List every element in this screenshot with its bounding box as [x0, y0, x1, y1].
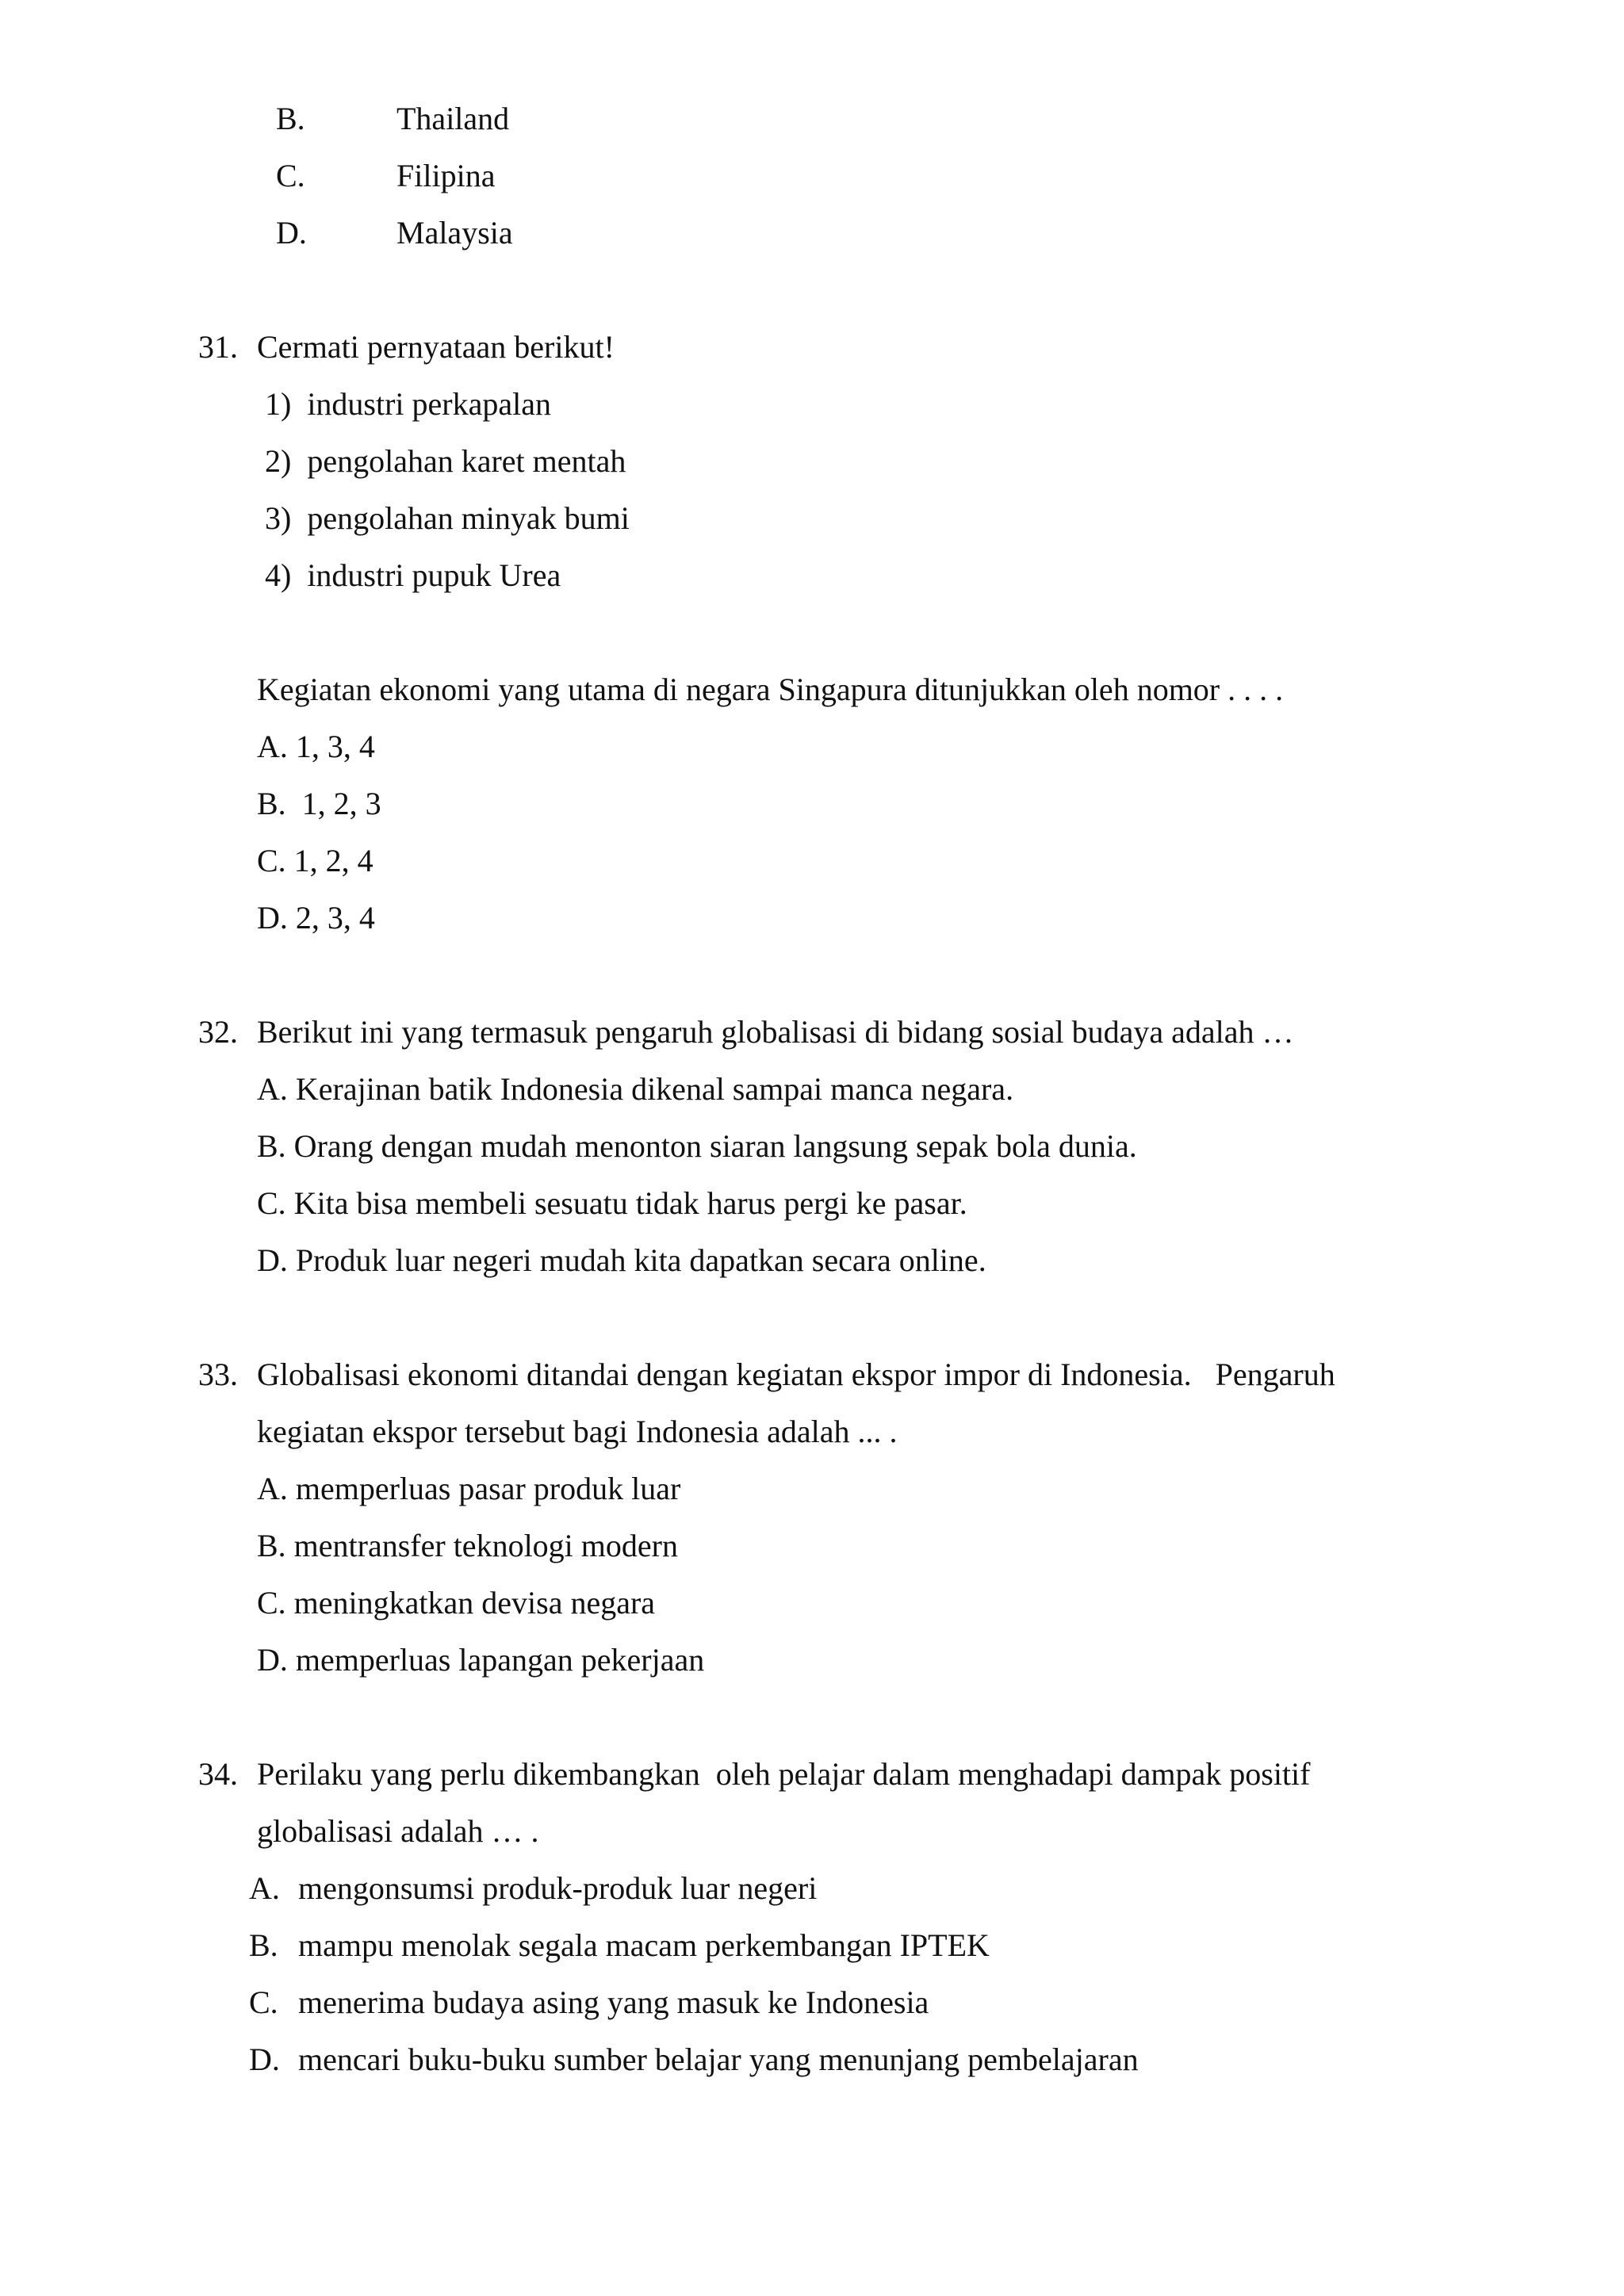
statement-item: 3) pengolahan minyak bumi [265, 500, 630, 536]
answer-option: C. Kita bisa membeli sesuatu tidak harus pergi ke pasar. [257, 1185, 967, 1221]
question-prompt: Berikut ini yang termasuk pengaruh globalisasi di bidang sosial budaya adalah … [257, 1014, 1294, 1050]
answer-option: D. memperluas lapangan pekerjaan [257, 1642, 705, 1678]
answer-option: B. 1, 2, 3 [257, 786, 381, 821]
answer-option: C. meningkatkan devisa negara [257, 1585, 656, 1621]
option-text-d: Malaysia [396, 215, 513, 251]
question-text: Kegiatan ekonomi yang utama di negara Singapura ditunjukkan oleh nomor . . . . [257, 672, 1284, 707]
option-letter-d: D. [249, 2042, 280, 2077]
question-number: 33. [198, 1357, 238, 1392]
answer-option: D. 2, 3, 4 [257, 900, 375, 936]
option-text-a: mengonsumsi produk-produk luar negeri [298, 1870, 818, 1906]
question-number: 32. [198, 1014, 238, 1050]
answer-option: A. memperluas pasar produk luar [257, 1471, 681, 1506]
question-prompt: Cermati pernyataan berikut! [257, 329, 615, 365]
option-letter-d: D. [276, 215, 307, 251]
answer-option: A. Kerajinan batik Indonesia dikenal sampai manca negara. [257, 1071, 1014, 1107]
question-prompt-continued: globalisasi adalah … . [257, 1813, 539, 1849]
statement-item: 2) pengolahan karet mentah [265, 443, 626, 479]
option-letter-c: C. [276, 158, 305, 193]
option-letter-a: A. [249, 1870, 280, 1906]
statement-item: 1) industri perkapalan [265, 386, 551, 422]
option-text-c: menerima budaya asing yang masuk ke Indonesia [298, 1984, 929, 2020]
option-text-b: mampu menolak segala macam perkembangan IPTEK [298, 1927, 990, 1963]
answer-option: B. mentransfer teknologi modern [257, 1528, 678, 1563]
answer-option: B. Orang dengan mudah menonton siaran langsung sepak bola dunia. [257, 1128, 1137, 1164]
statement-item: 4) industri pupuk Urea [265, 557, 561, 593]
question-number: 34. [198, 1756, 238, 1792]
answer-option: C. 1, 2, 4 [257, 843, 373, 878]
question-number: 31. [198, 329, 238, 365]
option-letter-b: B. [249, 1927, 278, 1963]
option-text-b: Thailand [396, 101, 510, 136]
option-text-c: Filipina [396, 158, 496, 193]
option-letter-c: C. [249, 1984, 278, 2020]
answer-option: D. Produk luar negeri mudah kita dapatkan secara online. [257, 1242, 986, 1278]
option-text-d: mencari buku-buku sumber belajar yang menunjang pembelajaran [298, 2042, 1139, 2077]
question-prompt: Perilaku yang perlu dikembangkan oleh pelajar dalam menghadapi dampak positif [257, 1756, 1311, 1792]
option-letter-b: B. [276, 101, 305, 136]
question-prompt-continued: kegiatan ekspor tersebut bagi Indonesia adalah ... . [257, 1414, 898, 1449]
answer-option: A. 1, 3, 4 [257, 729, 375, 764]
question-prompt: Globalisasi ekonomi ditandai dengan kegiatan ekspor impor di Indonesia. Pengaruh [257, 1357, 1335, 1392]
